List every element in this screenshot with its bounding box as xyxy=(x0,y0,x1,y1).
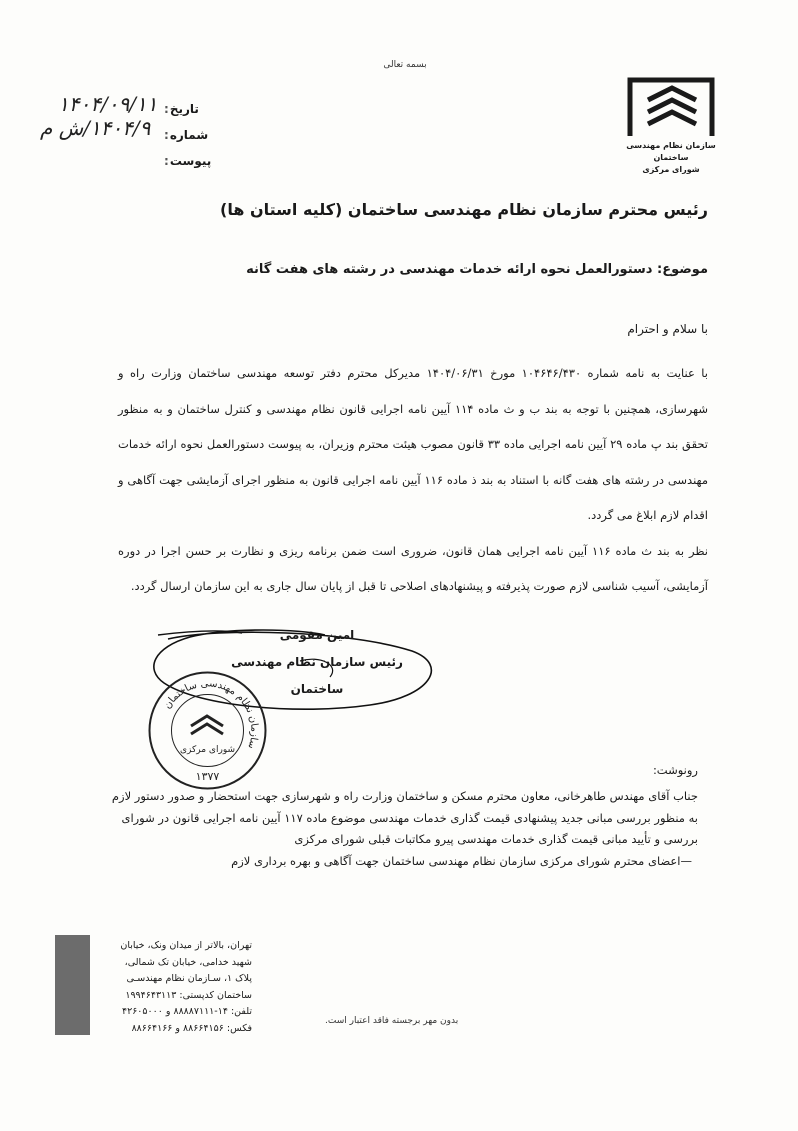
salutation: با سلام و احترام xyxy=(627,322,708,336)
cc-item-2 xyxy=(108,851,698,873)
stamp-year: ۱۳۷۷ xyxy=(195,770,220,783)
address-line: تهران، بالاتر از میدان ونک، خیابان xyxy=(120,940,252,951)
date-row: تاریخ : xyxy=(160,96,270,122)
date-label: تاریخ xyxy=(169,102,199,116)
org-name-line2: شورای مرکزی xyxy=(642,165,700,174)
subject: موضوع: دستورالعمل نحوه ارائه خدمات مهندسی در رشته های هفت گانه xyxy=(246,262,708,277)
cc-item-2-text: اعضای محترم شورای مرکزی سازمان نظام مهندسی ساختمان جهت آگاهی و بهره برداری لازم xyxy=(231,853,681,868)
letter-body xyxy=(118,356,708,605)
postal-code: ساختمان کدپستی: ۱۹۹۴۶۴۳۱۱۳ xyxy=(125,989,252,1001)
address-line: پلاک ۱، سـازمان نظام مهندسـی xyxy=(126,973,252,984)
building-logo-icon xyxy=(626,70,716,138)
letter-meta xyxy=(160,96,270,174)
stamp-building-icon xyxy=(191,716,223,734)
dash-icon: — xyxy=(680,853,692,868)
body-paragraph-1: با عنایت به نامه شماره ۱۰۴۶۴۶/۴۳۰ مورخ ۱۴۰۴/۰۶/۳۱ مدیرکل محترم دفتر توسعه مهندسی ساختمان وزارت راه و شهرسازی، همچنین با توجه به بند ب و ث ماده ۱۱۴ آیین نامه اجرایی قانون نظام مهندسی و کنترل ساختمان و به منظور تحقق بند پ ماده ۲۹ آیین نامه اجرایی ماده ۳۳ قانون مصوب هیئت محترم وزیران، به پیوست دستورالعمل نحوه ارائه خدمات مهندسی در رشته های هفت گانه با استناد به بند ذ ماده ۱۱۶ آیین نامه اجرایی قانون به منظور اجرای آزمایشی جهت آگاهی و اقدام لازم ابلاغ می گردد. xyxy=(118,366,709,522)
official-stamp xyxy=(145,668,270,793)
org-logo xyxy=(616,70,726,175)
number-row: شماره : xyxy=(160,122,270,148)
handwritten-date: ۱۴۰۴/۰۹/۱۱ xyxy=(58,92,158,116)
number-label: شماره xyxy=(169,128,209,142)
recipient: رئیس محترم سازمان نظام مهندسی ساختمان (کلیه استان ها) xyxy=(220,200,708,219)
phone-numbers: تلفن: ۱۴-۸۸۸۸۷۱۱۱ و ۴۲۶۰۵۰۰۰ xyxy=(122,1006,252,1017)
cc-item-1: جناب آقای مهندس طاهرخانی، معاون محترم مسکن و ساختمان وزارت راه و شهرسازی جهت استحضار و صدور دستور لازم به منظور بررسی مبانی جدید پیشنهادی قیمت گذاری خدمات مهندسی موضوع ماده ۱۱۷ آیین نامه اجرایی قانون در شورای بررسی و تأیید مبانی قیمت گذاری خدمات مهندسی پیرو مکاتبات قبلی شورای مرکزی xyxy=(111,789,698,846)
cc-title: رونوشت: xyxy=(652,763,698,777)
bismillah: بسمه تعالی xyxy=(383,60,427,70)
signer-title: رئیس سازمان نظام مهندسی ساختمان xyxy=(231,655,403,696)
attachment-row: پیوست : xyxy=(160,148,270,174)
attachment-label: پیوست xyxy=(169,154,212,168)
org-name xyxy=(616,140,726,176)
org-name-line1: سازمان نظام مهندسی ساختمان xyxy=(626,141,716,162)
validity-note: بدون مهر برجسته فاقد اعتبار است. xyxy=(325,1016,459,1026)
address-bar xyxy=(55,935,90,1035)
handwritten-number: ۱۴۰۴/۹/ش م xyxy=(40,116,151,140)
svg-text:سازمان نظام مهندسی ساختمان xyxy=(162,678,259,750)
fax-numbers: فکس: ۸۸۶۶۴۱۵۶ و ۸۸۶۶۴۱۶۶ xyxy=(131,1022,252,1034)
stamp-center-text: شورای مرکزی xyxy=(179,745,236,755)
cc-list xyxy=(108,786,698,872)
body-paragraph-2: نظر به بند ث ماده ۱۱۶ آیین نامه اجرایی همان قانون، ضروری است ضمن برنامه ریزی و نظارت بر حسن اجرا در دوره آزمایشی، آسیب شناسی لازم صورت پذیرفته و پیشنهادهای اصلاحی تا قبل از پایان سال جاری به این سازمان ارسال گردد. xyxy=(118,543,709,593)
signer-name: امین مقومی xyxy=(279,628,355,642)
stamp-ring-text: سازمان نظام مهندسی ساختمان xyxy=(162,678,260,751)
address-block xyxy=(92,938,252,1037)
address-line: شهید خدامی، خیابان تک شمالی، xyxy=(124,956,252,968)
